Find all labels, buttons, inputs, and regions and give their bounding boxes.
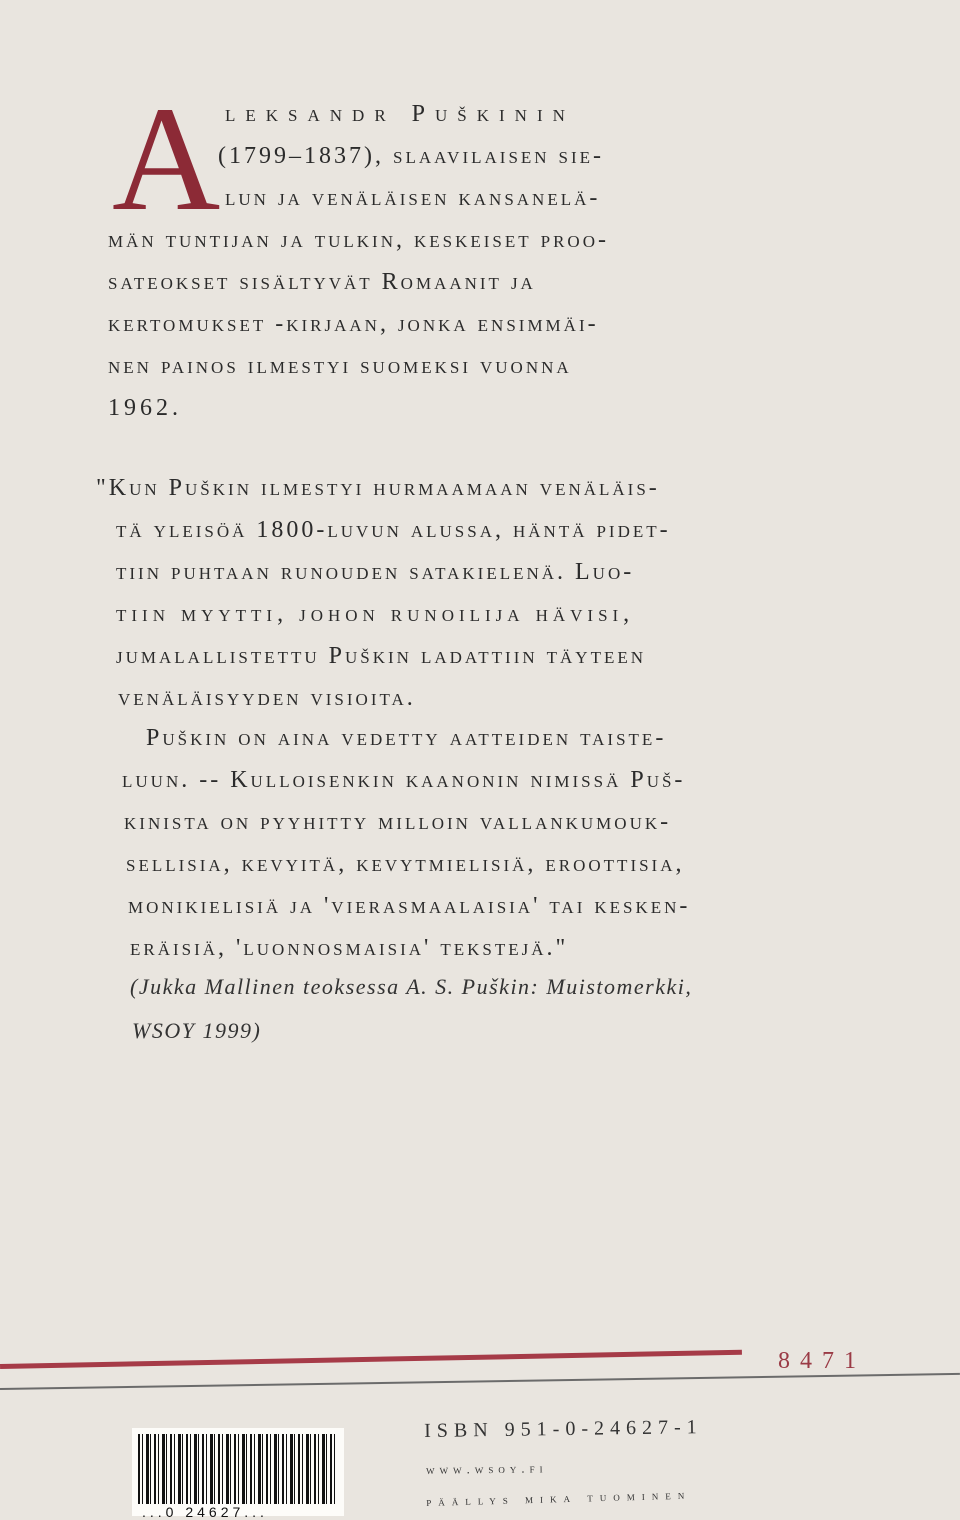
intro-line-7: nen painos ilmestyi suomeksi vuonna [108, 353, 572, 379]
intro-line-1: leksandr Puškinin [225, 101, 575, 127]
quote-line-6: venäläisyyden visioita. [118, 685, 416, 711]
quote-line-1: "Kun Puškin ilmestyi hurmaamaan venäläis- [96, 475, 660, 501]
quote-p2-line-2: luun. -- Kulloisenkin kaanonin nimissä Puš- [122, 767, 686, 793]
thin-rule [0, 1373, 960, 1390]
barcode [132, 1428, 344, 1520]
quote-line-5: jumalallistettu Puškin ladattiin täyteen [116, 643, 647, 669]
quote-p2-line-5: monikielisiä ja 'vierasmaalaisia' tai kesken- [128, 893, 691, 919]
barcode-bars [138, 1434, 338, 1504]
quote-source-line-1: (Jukka Mallinen teoksessa A. S. Puškin: Muistomerkki, [130, 974, 693, 999]
catalog-number: 8471 [778, 1348, 866, 1374]
quote-p2-line-1: Puškin on aina vedetty aatteiden taiste- [146, 725, 667, 751]
intro-line-8: 1962. [108, 395, 182, 421]
quote-line-3: tiin puhtaan runouden satakielenä. Luo- [116, 559, 635, 585]
publisher-website: www.wsoy.fi [426, 1460, 548, 1477]
quote-p2-line-6: eräisiä, 'luonnosmaisia' tekstejä." [130, 935, 569, 961]
quote-line-2: tä yleisöä 1800-luvun alussa, häntä pidet- [116, 517, 671, 543]
intro-line-4: män tuntijan ja tulkin, keskeiset proo- [108, 227, 609, 253]
quote-p2-line-3: kinista on pyyhitty milloin vallankumouk- [124, 809, 672, 835]
intro-line-5: sateokset sisältyvät Romaanit ja [108, 269, 536, 295]
quote-source-line-2: WSOY 1999) [132, 1018, 262, 1043]
quote-line-4: tiin myytti, johon runoilija hävisi, [116, 601, 635, 627]
isbn: ISBN 951-0-24627-1 [424, 1416, 703, 1442]
barcode-digits: ...0 24627... [142, 1504, 268, 1520]
intro-line-6: kertomukset -kirjaan, jonka ensimmäi- [108, 311, 599, 337]
intro-line-2: (1799–1837), slaavilaisen sie- [218, 143, 605, 169]
quote-p2-line-4: sellisia, kevyitä, kevytmielisiä, eroottisia, [126, 851, 685, 877]
red-rule [0, 1350, 742, 1369]
drop-cap: A [112, 76, 221, 242]
cover-credit: päällys mika tuominen [426, 1486, 692, 1509]
intro-line-3: lun ja venäläisen kansanelä- [225, 185, 601, 211]
